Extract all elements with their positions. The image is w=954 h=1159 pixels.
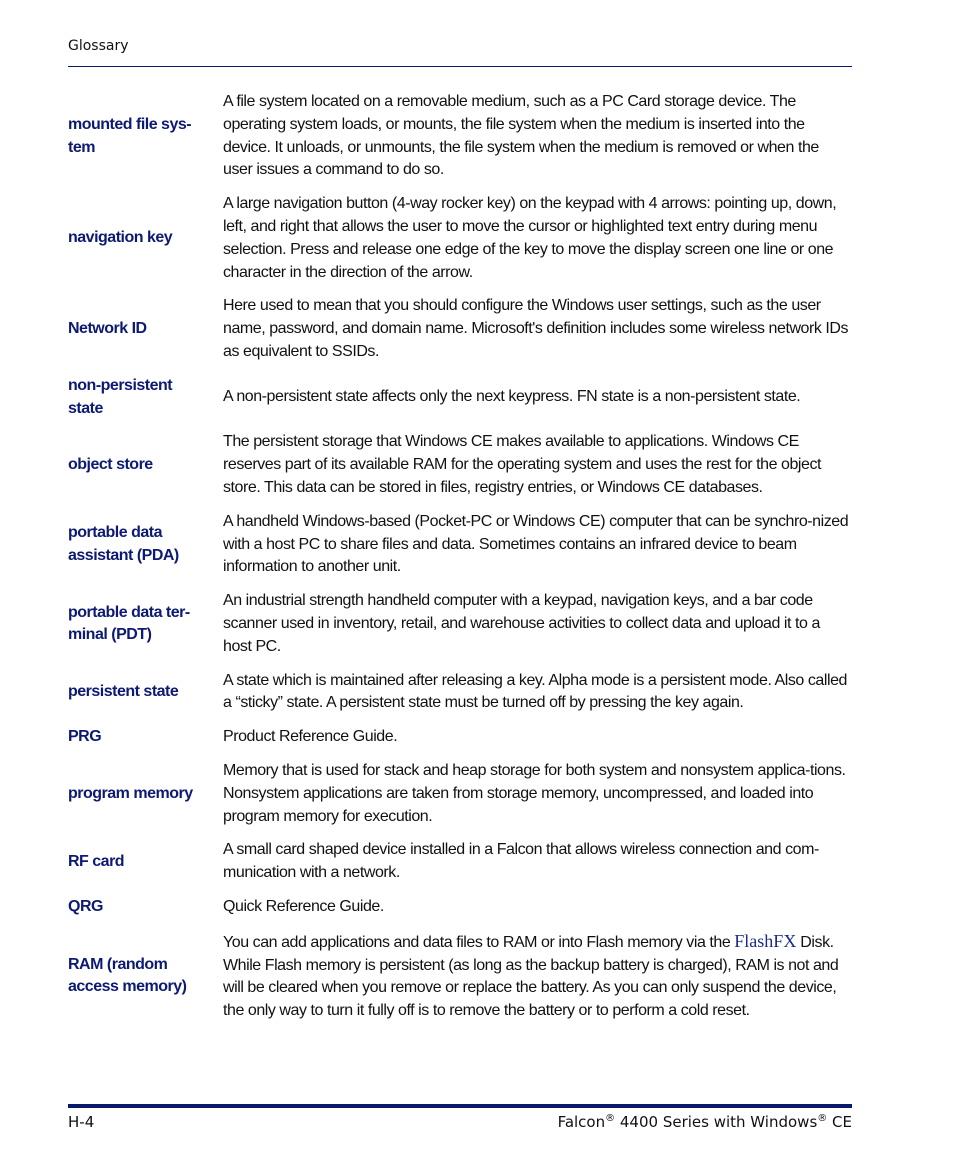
glossary-definition: Here used to mean that you should configure the Windows user settings, such as the user name, password, and domain name. Microsoft's definition includes some wireless network IDs as equivalent to SSIDs.	[223, 297, 849, 360]
glossary-term: navigation key	[68, 229, 173, 247]
flashfx-product-name: FlashFX	[734, 930, 797, 951]
glossary-term: object store	[68, 456, 153, 474]
glossary-term: program memory	[68, 784, 193, 802]
book-title-text: CE	[827, 1113, 852, 1131]
book-title-text: 4400 Series with Windows	[615, 1113, 818, 1131]
glossary-entry	[68, 193, 852, 284]
glossary-entry	[68, 91, 852, 182]
definition-text: You can add applications and data files to RAM or into Flash memory via the	[223, 933, 735, 951]
glossary-entry	[68, 511, 852, 579]
glossary-entry	[68, 839, 852, 885]
glossary-term: persistent state	[68, 682, 179, 700]
running-header: Glossary	[68, 38, 129, 54]
glossary-term: portable data assistant (PDA)	[68, 524, 179, 564]
registered-mark: ®	[817, 1113, 828, 1124]
glossary-term: Network ID	[68, 320, 147, 338]
header-rule	[68, 66, 852, 67]
glossary-entry	[68, 726, 852, 749]
glossary-entry	[68, 375, 852, 421]
footer-rule	[68, 1104, 852, 1108]
glossary-definition: The persistent storage that Windows CE makes available to applications. Windows CE reserves part of its available RAM for the operating system and uses the rest for the object store. This data can be stored in files, registry entries, or Windows CE databases.	[223, 433, 822, 496]
glossary-term: PRG	[68, 728, 102, 746]
glossary-definition: A handheld Windows-based (Pocket-PC or Windows CE) computer that can be synchro-nized with a host PC to share files and data. Sometimes contains an infrared device to beam information to another unit.	[223, 512, 849, 576]
glossary-entry	[68, 670, 852, 716]
glossary-term: RAM (random access memory)	[68, 955, 187, 996]
glossary-term: QRG	[68, 897, 103, 915]
registered-mark: ®	[605, 1113, 616, 1124]
glossary-term: non-persistent state	[68, 376, 173, 417]
glossary-entry	[68, 590, 852, 658]
glossary-list	[68, 91, 852, 1034]
glossary-definition: An industrial strength handheld computer with a keypad, navigation keys, and a bar code scanner used in inventory, retail, and warehouse activities to collect data and upload it to a host PC.	[223, 592, 820, 655]
glossary-definition: A non-persistent state affects only the next keypress. FN state is a non-persistent state.	[223, 388, 801, 406]
glossary-term: portable data ter- minal (PDT)	[68, 603, 190, 644]
glossary-definition: A small card shaped device installed in a Falcon that allows wireless connection and com-munication with a network.	[223, 841, 819, 882]
glossary-entry	[68, 760, 852, 828]
glossary-entry	[68, 295, 852, 363]
glossary-entry-ram	[68, 930, 852, 1023]
glossary-definition: A large navigation button (4-way rocker key) on the keypad with 4 arrows: pointing up, down, left, and right that allows the user to move the cursor or highlighted text entry during menu selection. Press and release one edge of the key to move the display screen one line or one character in the direction of the arrow.	[223, 195, 837, 281]
glossary-definition: Quick Reference Guide.	[223, 897, 384, 915]
glossary-definition: A state which is maintained after releasing a key. Alpha mode is a persistent mode. Also called a “sticky” state. A persistent state must be turned off by pressing the key again.	[223, 671, 847, 712]
glossary-entry	[68, 896, 852, 919]
glossary-definition: Memory that is used for stack and heap storage for both system and nonsystem applica-tions. Nonsystem applications are taken from storage memory, uncompressed, and loaded into program memory for execution.	[223, 761, 846, 825]
glossary-term: RF card	[68, 852, 125, 870]
glossary-definition: Product Reference Guide.	[223, 728, 398, 746]
page-number: H-4	[68, 1113, 95, 1131]
book-title-text: Falcon	[557, 1113, 606, 1131]
glossary-definition: A file system located on a removable medium, such as a PC Card storage device. The operating system loads, or mounts, the file system when the medium is inserted into the device. It unloads, or unmounts, the file system when the medium is removed or when the user issues a command to do so.	[223, 93, 819, 179]
book-title	[558, 1113, 852, 1131]
glossary-definition	[223, 930, 852, 1023]
definition-text: Disk. While Flash memory is persistent (as long as the backup battery is charged), RAM is not and will be cleared when you remove or replace the battery. As you can only suspend the device, the only way to turn it fully off is to remove the battery or to perform a cold reset.	[223, 933, 839, 1020]
glossary-term: mounted file sys- tem	[68, 115, 192, 156]
glossary-entry	[68, 431, 852, 499]
